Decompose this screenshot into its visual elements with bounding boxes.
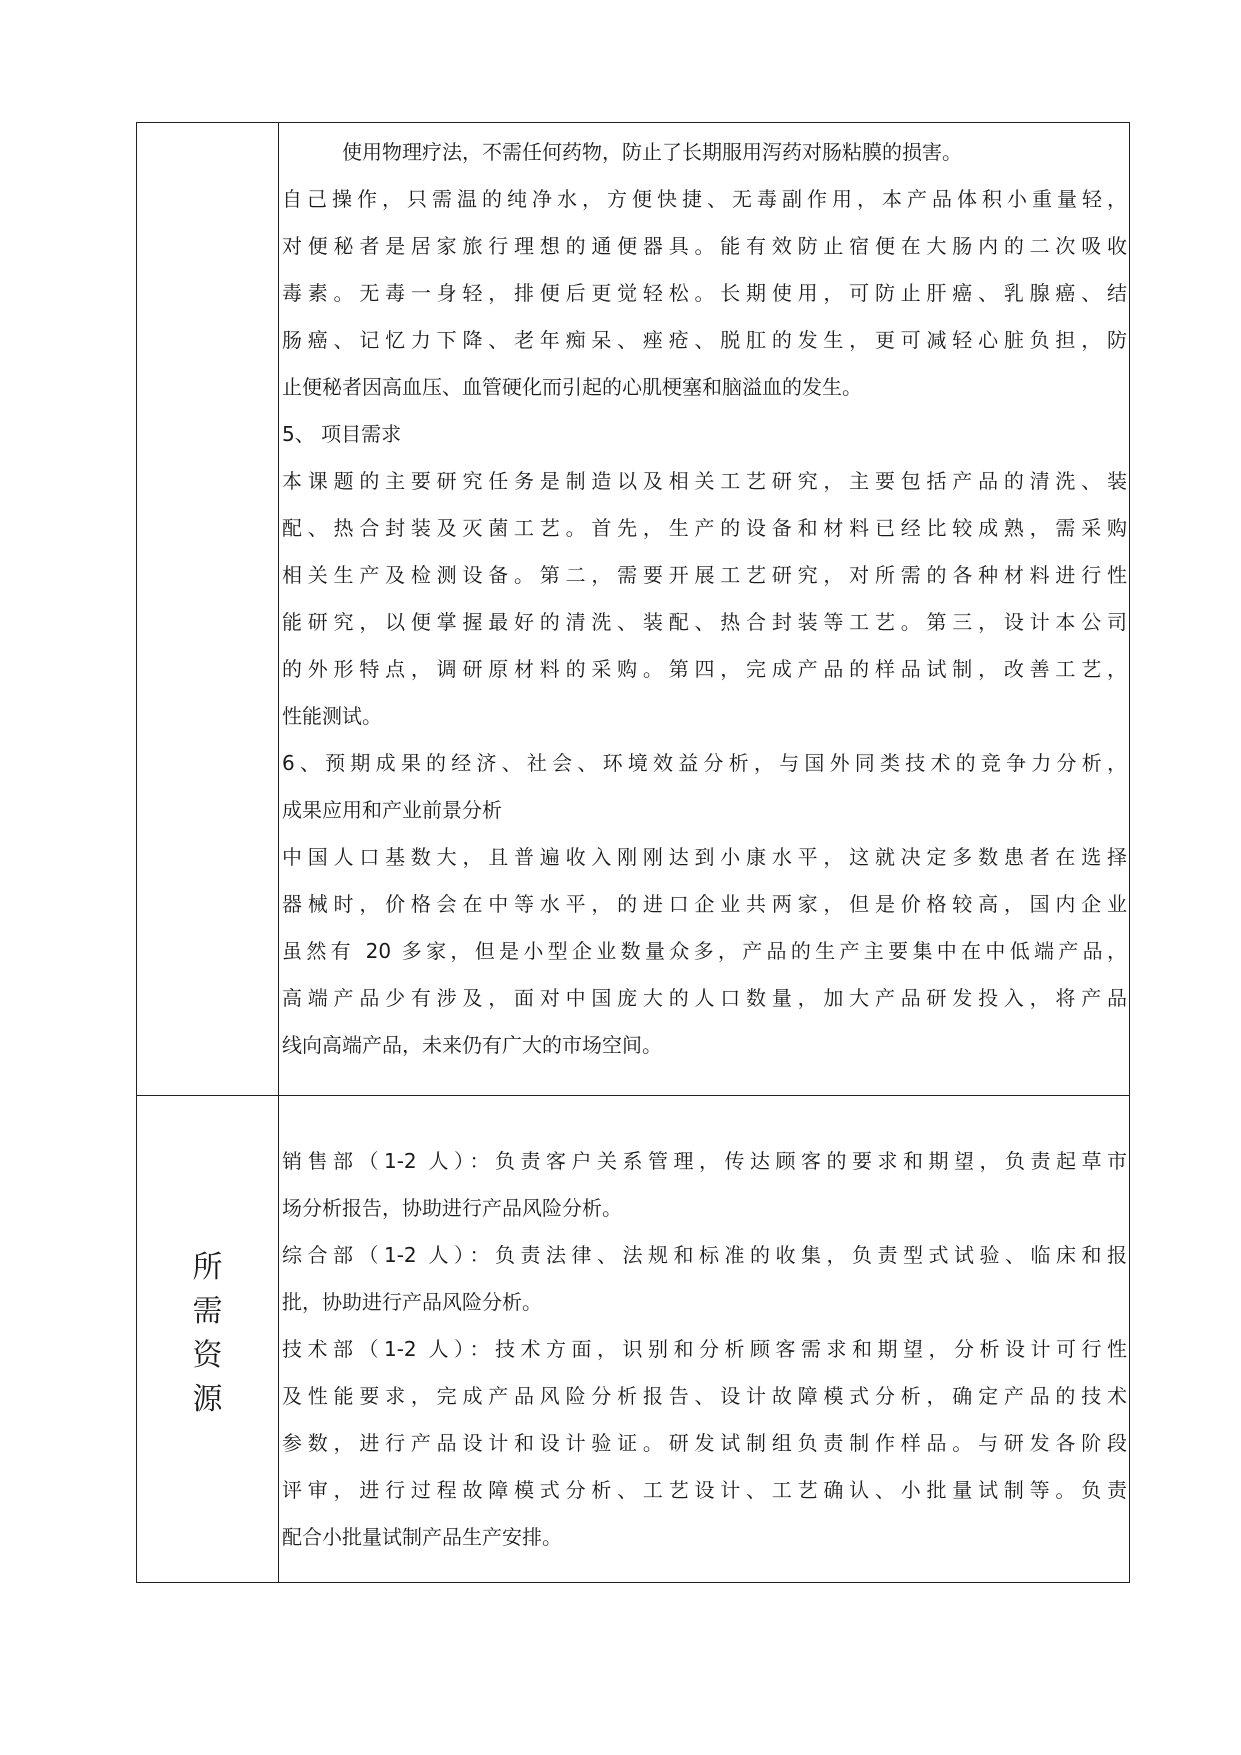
text-line: 能研究，以便掌握最好的清洗、装配、热合封装等工艺。第三，设计本公司 (282, 610, 1127, 634)
text-line: 批，协助进行产品风险分析。 (282, 1290, 542, 1314)
text-line: 器械时，价格会在中等水平，的进口企业共两家，但是价格较高，国内企业 (282, 892, 1127, 916)
document-table (136, 122, 1130, 1583)
text-line: 对便秘者是居家旅行理想的通便器具。能有效防止宿便在大肠内的二次吸收 (282, 234, 1127, 258)
text-line: 的外形特点，调研原材料的采购。第四，完成产品的样品试制，改善工艺， (282, 657, 1127, 681)
text-line: 使用物理疗法，不需任何药物，防止了长期服用泻药对肠粘膜的损害。 (342, 140, 962, 164)
text-line: 虽然有 20 多家，但是小型企业数量众多，产品的生产主要集中在中低端产品， (282, 939, 1127, 963)
row-label: 所需资源 (192, 1250, 223, 1417)
text-line: 配、热合封装及灭菌工艺。首先，生产的设备和材料已经比较成熟，需采购 (282, 516, 1127, 540)
text-line: 自己操作，只需温的纯净水，方便快捷、无毒副作用，本产品体积小重量轻， (282, 187, 1127, 211)
text-line: 高端产品少有涉及，面对中国庞大的人口数量，加大产品研发投入，将产品 (282, 986, 1127, 1010)
text-line: 及性能要求，完成产品风险分析报告、设计故障模式分析，确定产品的技术 (282, 1384, 1127, 1408)
text-line: 技术部（1-2 人）：技术方面，识别和分析顾客需求和期望，分析设计可行性 (282, 1337, 1127, 1361)
section-heading: 6、预期成果的经济、社会、环境效益分析，与国外同类技术的竞争力分析， (282, 751, 1127, 775)
text-line: 综合部（1-2 人）：负责法律、法规和标准的收集，负责型式试验、临床和报 (282, 1243, 1127, 1267)
table-row (137, 123, 1130, 1096)
text-line: 参数，进行产品设计和设计验证。研发试制组负责制作样品。与研发各阶段 (282, 1431, 1127, 1455)
text-line: 场分析报告，协助进行产品风险分析。 (282, 1196, 622, 1220)
content-cell (279, 1096, 1130, 1583)
table-row (137, 1096, 1130, 1583)
label-cell-empty (137, 123, 279, 1096)
section-heading: 5、 项目需求 (282, 422, 402, 446)
text-line: 相关生产及检测设备。第二，需要开展工艺研究，对所需的各种材料进行性 (282, 563, 1127, 587)
text-line: 止便秘者因高血压、血管硬化而引起的心肌梗塞和脑溢血的发生。 (282, 375, 862, 399)
text-line: 中国人口基数大，且普遍收入刚刚达到小康水平，这就决定多数患者在选择 (282, 845, 1127, 869)
text-line: 肠癌、记忆力下降、老年痴呆、痤疮、脱肛的发生，更可减轻心脏负担，防 (282, 328, 1127, 352)
content-cell (279, 123, 1130, 1096)
text-line: 配合小批量试制产品生产安排。 (282, 1525, 562, 1549)
text-line: 本课题的主要研究任务是制造以及相关工艺研究，主要包括产品的清洗、装 (282, 469, 1127, 493)
text-line: 评审，进行过程故障模式分析、工艺设计、工艺确认、小批量试制等。负责 (282, 1478, 1127, 1502)
text-line: 线向高端产品，未来仍有广大的市场空间。 (282, 1033, 662, 1057)
text-line: 性能测试。 (282, 704, 382, 728)
text-line: 销售部（1-2 人）：负责客户关系管理，传达顾客的要求和期望，负责起草市 (282, 1149, 1127, 1173)
text-line: 毒素。无毒一身轻，排便后更觉轻松。长期使用，可防止肝癌、乳腺癌、结 (282, 281, 1127, 305)
label-cell (137, 1096, 279, 1583)
section-heading: 成果应用和产业前景分析 (282, 798, 502, 822)
